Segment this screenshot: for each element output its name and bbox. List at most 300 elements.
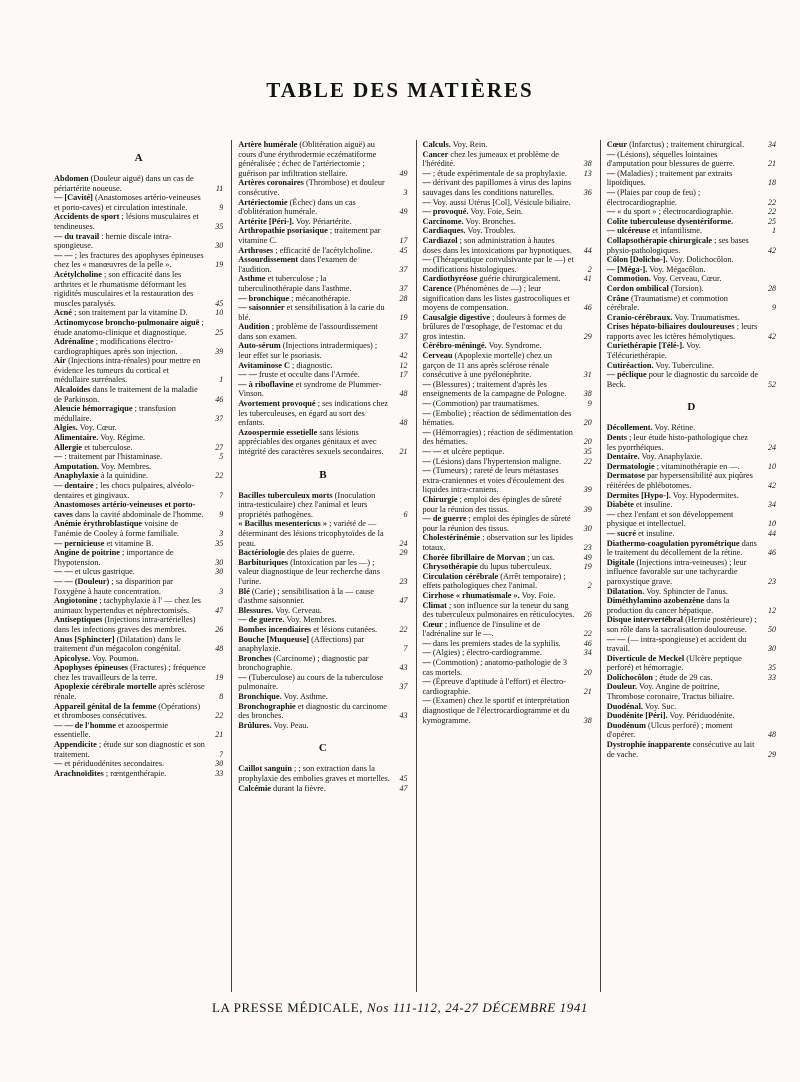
page-number: 52	[768, 379, 776, 389]
page-number: 29	[768, 749, 776, 759]
entry-heading: Cardiothyréose	[422, 274, 478, 284]
entry-text: ; son efficacité dans les arthrites et le rhumatisme déformant les rigidités musculaires et la restauration des muscles paralysés.	[54, 269, 194, 308]
entry-text: (Carie) ; sensibilisation à la — cause d'asthme saisonnier.	[238, 586, 374, 606]
section-letter: B	[319, 468, 327, 481]
entry-heading: —	[422, 255, 431, 265]
page-number: 46	[583, 638, 592, 648]
entry-text: (Lésions), séquelles lointaines d'amputation pour blessures de guerre.	[606, 149, 735, 169]
entry-text: (Hémorragies) ; réaction de sédimentation des hématies.	[422, 427, 573, 447]
entry-text: consécutive au lait de vache.	[606, 740, 755, 759]
entry-text: dérivant des papillomes à virus des lapins sauvages dans les conditions naturelles.	[422, 178, 572, 197]
entry-heading: Caillot sanguin	[238, 764, 292, 774]
page-number: 26	[583, 610, 592, 620]
page-number: 38	[583, 715, 592, 725]
index-entry	[607, 491, 776, 501]
entry-heading: Cirrhose « rhumatismale ».	[422, 590, 520, 600]
entry-text: ; étude sur son diagnostic et son traitement.	[54, 740, 205, 759]
index-entry	[607, 596, 776, 615]
entry-text: (Arrêt temporaire) ; effets pathologiques chez l'animal.	[422, 571, 566, 591]
entry-text: dans le traitement du décollement de la rétine.	[606, 538, 757, 558]
entry-text: ; leur étude histo-pathologique chez les pyorrhéiques.	[606, 433, 748, 452]
index-entry	[607, 500, 776, 510]
entry-text: après sclérose rénale.	[54, 682, 205, 702]
page-number: 23	[768, 576, 776, 586]
issue-info: Nos 111-112, 24-27 DÉCEMBRE 1941	[366, 1000, 589, 1015]
page-number: 37	[399, 331, 408, 341]
entry-text: (Traumatisme) et commotion cérébrale.	[606, 293, 728, 313]
index-entry	[607, 654, 776, 673]
entry-text: ; emploi des épingles de sûreté pour la réunion des tissus.	[422, 494, 562, 514]
index-entry	[607, 217, 776, 227]
index-entry	[54, 232, 223, 251]
entry-text: (Infarctus) ; traitement chirurgical.	[629, 140, 745, 149]
index-entry	[238, 178, 407, 197]
page-number: 30	[215, 759, 224, 769]
entry-heading: Chirurgie	[422, 494, 458, 504]
entry-text: Voy. Cerveau, Cœur.	[652, 274, 722, 284]
entry-heading: —	[422, 658, 431, 668]
entry-heading: Allergie	[54, 442, 83, 452]
index-entry	[238, 322, 407, 341]
entry-heading: Blé	[238, 586, 250, 596]
entry-heading: — ulcéreuse	[606, 226, 651, 236]
entry-text: voisine de l'anémie de Cooley à forme familiale.	[54, 519, 179, 538]
entry-heading: Arthropathie psoriasique	[238, 226, 328, 236]
page-number: 28	[399, 293, 408, 303]
entry-heading: —	[422, 379, 431, 389]
index-entry	[238, 198, 407, 217]
index-entry	[423, 284, 592, 313]
entry-heading: Dermatose	[606, 471, 645, 481]
page-number: 44	[583, 245, 592, 255]
page-number: 27	[215, 442, 224, 452]
entry-heading: Commotion.	[606, 274, 651, 284]
index-entry	[607, 207, 776, 217]
entry-heading: Dolichocôlon	[606, 672, 653, 682]
index-entry	[54, 385, 223, 404]
page-number: 21	[583, 686, 592, 696]
entry-heading: — —	[238, 370, 257, 380]
page-number: 47	[399, 783, 408, 793]
entry-heading: —	[606, 168, 616, 178]
index-entry	[423, 658, 592, 677]
entry-text: et sensibilisation à la carie du blé.	[238, 303, 385, 322]
entry-text: ; problème de l'assourdissement dans son examen.	[238, 322, 378, 341]
entry-heading: Dystrophie inapparente	[606, 740, 691, 750]
index-entry	[607, 452, 776, 462]
page-number: 8	[219, 692, 224, 702]
page-number: 9	[587, 399, 592, 409]
entry-heading: Artériectomie	[238, 197, 288, 207]
entry-text: et infantilisme.	[652, 226, 703, 236]
entry-heading: Artères coronaires	[238, 178, 304, 188]
index-entry	[54, 615, 223, 634]
entry-text: Voy. Traumatismes.	[674, 312, 740, 322]
page-number: 22	[215, 471, 224, 481]
page-number: 19	[215, 672, 224, 682]
index-entry	[54, 452, 223, 462]
entry-heading: Bronchographie	[238, 701, 296, 711]
entry-text: : traitement par l'histaminase.	[64, 452, 163, 462]
entry-heading: Cardiaques.	[422, 226, 466, 236]
page-number: 49	[399, 168, 408, 178]
page-number: 7	[219, 490, 224, 500]
page-number: 35	[583, 447, 592, 456]
entry-text: ; leurs rapports avec les ictères hémolytiques.	[606, 322, 758, 341]
entry-text: durant la fièvre.	[273, 783, 326, 793]
index-entry	[607, 510, 776, 529]
index-entry	[607, 255, 776, 265]
index-entry	[607, 433, 776, 452]
entry-text: Voy. Mégacôlon.	[649, 264, 706, 274]
entry-heading: Cancer	[422, 149, 449, 159]
page-number: 22	[768, 197, 776, 207]
page-number: 22	[215, 711, 224, 721]
index-entry	[238, 140, 407, 178]
page-number: 37	[399, 682, 408, 692]
entry-heading: Chrysothérapie	[422, 562, 478, 572]
page-number: 39	[583, 504, 592, 514]
entry-text: (Douleur aiguë) dans un cas de périartérite noueuse.	[54, 174, 194, 193]
entry-heading: — —	[54, 567, 73, 577]
entry-text: ; observation sur les lipides totaux.	[422, 533, 573, 552]
entry-text: (Injections intra-rénales) pour mettre en évidence les tumeurs du cortical et médullaire surrénales.	[54, 356, 201, 385]
entry-text: Voy. Rein.	[452, 140, 488, 149]
page-number: 24	[768, 442, 776, 452]
page-number: 7	[403, 644, 408, 654]
entry-text: Voy. Rétine.	[654, 423, 696, 433]
index-entry	[238, 294, 407, 304]
index-entry	[423, 351, 592, 380]
index-entry	[238, 303, 407, 322]
index-column-2	[231, 140, 407, 992]
entry-heading: — péclique	[606, 370, 647, 380]
index-entry	[238, 246, 407, 256]
entry-heading: —	[422, 178, 431, 188]
index-entry	[607, 169, 776, 188]
page-number: 46	[768, 548, 776, 558]
entry-heading: — — (Douleur)	[54, 576, 110, 586]
page-number: 43	[399, 663, 408, 673]
entry-heading: Carence	[422, 283, 452, 293]
page-number: 49	[399, 207, 408, 217]
page-number: 47	[215, 605, 224, 615]
entry-text: (Oblitération aiguë) au cours d'une érythrodermie eczématiforme généralisée ; échec de l'artériectomie ; guérison par infiltration stellaire.	[238, 140, 377, 178]
index-entry	[423, 236, 592, 255]
entry-text: (Ulcus perforé) ; moment d'opérer.	[606, 720, 733, 740]
index-entry	[54, 663, 223, 682]
index-entry	[54, 423, 223, 433]
entry-text: ; emploi des épingles de sûreté pour la réunion des tissus.	[422, 514, 571, 533]
index-entry	[54, 356, 223, 385]
page-number: 37	[215, 413, 224, 423]
entry-text: Voy. Bronches.	[465, 216, 516, 226]
index-entry	[423, 562, 592, 572]
entry-text: (— intra-spongieuse) et accident du travail.	[606, 634, 747, 654]
entry-text: (Plaies par coup de feu) ; électrocardiographie.	[606, 187, 701, 207]
entry-heading: Diabète	[606, 500, 634, 510]
index-entry	[423, 648, 592, 658]
index-entry	[54, 251, 223, 270]
index-entry	[54, 702, 223, 721]
entry-text: Voy. Foie, Sein.	[470, 207, 523, 217]
entry-text: ; traitement par vitamine C.	[238, 226, 381, 245]
index-entry	[54, 193, 223, 212]
entry-heading: Colite tuberculeuse dysentériforme.	[606, 216, 734, 226]
index-columns	[54, 140, 776, 992]
page-number: 46	[215, 394, 224, 404]
page-number: 3	[219, 528, 224, 538]
entry-heading: Crâne	[606, 293, 629, 303]
index-entry	[423, 140, 592, 150]
index-entry	[423, 639, 592, 649]
index-entry	[238, 217, 407, 227]
entry-text: ; un cas.	[527, 552, 555, 562]
entry-text: et tuberculose.	[84, 442, 133, 452]
entry-heading: Anastomoses artério-veineuses et porto-caves	[54, 500, 196, 519]
index-entry	[54, 500, 223, 519]
page-number: 48	[399, 389, 408, 399]
page-number: 18	[768, 178, 776, 188]
entry-heading: — du travail	[54, 231, 100, 241]
entry-heading: — provoqué.	[422, 207, 469, 217]
entry-heading: Cerveau	[422, 351, 453, 361]
index-entry	[54, 471, 223, 481]
index-entry	[54, 635, 223, 654]
page-number: 42	[399, 351, 408, 361]
entry-text: par hypersensibilité aux piqûres réitérées de phlébotomes.	[606, 471, 753, 490]
entry-text: (Apoplexie mortelle) chez un garçon de 11 ans après sclérose rénale consécutive à une pyélonéphrite.	[422, 351, 552, 380]
page-number: 10	[768, 519, 776, 529]
index-entry	[54, 404, 223, 423]
entry-text: Voy. Dolichocôlon.	[669, 255, 734, 265]
entry-text: Voy. Troubles.	[467, 226, 516, 236]
entry-text: Voy. Syndrome.	[488, 341, 542, 351]
page-number: 35	[215, 221, 224, 231]
page-number: 12	[399, 360, 408, 370]
entry-text: ; les chocs pulpaires, alvéolo-dentaires et gingivaux.	[54, 481, 195, 500]
index-entry	[238, 784, 407, 794]
entry-heading: Bactériologie	[238, 548, 285, 558]
index-entry	[238, 399, 407, 428]
entry-text: (Examen) chez le sportif et interprétation diagnostique de l'électrocardiogramme et du kymogramme.	[422, 696, 570, 725]
index-entry	[423, 495, 592, 514]
page-number: 41	[583, 274, 592, 284]
index-entry	[607, 294, 776, 313]
entry-heading: Cœur	[606, 140, 628, 149]
entry-text: (Lésions) dans l'hypertension maligne.	[432, 456, 562, 466]
entry-heading: Diathermo-coagulation pyrométrique	[606, 538, 740, 548]
index-entry	[54, 318, 223, 337]
entry-heading: Appendicite	[54, 740, 97, 750]
index-entry	[238, 606, 407, 616]
entry-heading: — [Méga-].	[606, 264, 648, 274]
index-entry	[238, 548, 407, 558]
page-number: 25	[215, 327, 224, 337]
entry-text: ; rœntgenthérapie.	[105, 768, 167, 778]
entry-heading: Barbituriques	[238, 557, 289, 567]
index-entry	[423, 553, 592, 563]
entry-heading: Calculs.	[422, 140, 451, 149]
index-entry	[54, 443, 223, 453]
entry-text: et insuline.	[636, 500, 673, 510]
index-column-3	[416, 140, 592, 992]
page-number: 2	[587, 264, 592, 274]
page-number: 26	[215, 624, 224, 634]
entry-text: et vitamine B.	[106, 538, 154, 548]
entry-heading: Dermatologie	[606, 461, 655, 471]
index-entry	[423, 341, 592, 351]
index-entry	[54, 539, 223, 549]
index-entry	[54, 174, 223, 193]
entry-text: ; son administration à hautes doses dans les intoxications par hypnotiques.	[422, 235, 572, 255]
entry-text: ; modifications électro-cardiographiques après son injection.	[54, 337, 178, 356]
index-entry	[238, 721, 407, 731]
entry-text: Voy. Cœur.	[79, 423, 117, 433]
entry-heading: —	[422, 648, 431, 658]
page-number: 22	[399, 624, 408, 634]
page-number: 47	[399, 596, 408, 606]
entry-heading: — sucré	[606, 528, 637, 538]
entry-text: ; douleurs à formes de brûlures de l'œsophage, de l'estomac et du gros intestin.	[422, 312, 566, 341]
index-entry	[238, 361, 407, 371]
entry-text: et diagnostic du carcinome des bronches.	[238, 701, 387, 721]
page-number: 21	[768, 159, 776, 169]
index-entry	[607, 615, 776, 634]
entry-text: ; mécanothérapie.	[291, 293, 351, 303]
index-entry	[607, 226, 776, 236]
entry-text: ; diagnostic.	[292, 360, 333, 370]
page-number: 5	[219, 452, 224, 462]
entry-heading: Cœur	[422, 619, 443, 629]
index-entry	[54, 308, 223, 318]
entry-heading: Causalgie digestive	[422, 312, 491, 322]
entry-text: fruste et occulte dans l'Armée.	[259, 370, 360, 380]
entry-text: ; variété de — déterminant des lésions tricophytoïdes de la peau.	[238, 519, 384, 548]
page-number: 42	[768, 331, 776, 341]
entry-heading: —	[422, 466, 431, 476]
page-number: 19	[215, 260, 224, 270]
index-entry	[423, 178, 592, 197]
page-number: 23	[399, 576, 408, 586]
index-entry	[423, 447, 592, 457]
entry-heading: Dermites [Hypo-].	[606, 490, 671, 500]
entry-heading: —	[422, 677, 431, 687]
page-number: 49	[583, 552, 592, 562]
entry-text: (Algies) ; électro-cardiogramme.	[432, 648, 542, 658]
index-entry	[423, 274, 592, 284]
entry-heading: Actinomycose broncho-pulmonaire aiguë	[54, 317, 200, 327]
entry-heading: Angine de poitrine	[54, 548, 120, 558]
index-entry	[423, 255, 592, 274]
page-number: 30	[215, 241, 224, 251]
entry-text: ; étude anatomo-clinique et diagnostique.	[54, 317, 204, 337]
page-number: 9	[219, 202, 224, 212]
index-column-4	[600, 140, 776, 992]
entry-heading: Apicolyse.	[54, 653, 91, 663]
entry-heading: Artérite [Péri-].	[238, 216, 294, 226]
page-number: 37	[399, 264, 408, 274]
index-entry	[238, 654, 407, 673]
entry-heading: Cranio-cérébraux.	[606, 312, 673, 322]
page-number: 33	[768, 672, 776, 682]
entry-text: : hernie discale intra-spongieuse.	[54, 231, 172, 251]
page-number: 10	[215, 308, 224, 318]
entry-heading: Bouche [Muqueuse]	[238, 634, 310, 644]
index-entry	[607, 471, 776, 490]
entry-text: et ulcus gastrique.	[74, 567, 135, 577]
entry-heading: Cardiazol	[422, 235, 458, 245]
index-entry	[54, 433, 223, 443]
entry-text: Voy. Télécuriethérapie.	[606, 341, 701, 361]
entry-text: pour le diagnostic du sarcoïde de Beck.	[606, 370, 759, 389]
index-entry	[54, 519, 223, 538]
page-number: 20	[583, 667, 592, 677]
entry-text: ; ; son extraction dans la prophylaxie des embolies graves et mortelles.	[238, 764, 390, 784]
page-number: 29	[583, 331, 592, 341]
page-number: 17	[399, 370, 408, 380]
entry-heading: Audition	[238, 322, 270, 332]
index-entry	[423, 409, 592, 428]
entry-heading: Antiseptiques	[54, 615, 103, 625]
index-entry	[607, 140, 776, 150]
entry-heading: Algies.	[54, 423, 78, 433]
journal-name: LA PRESSE MÉDICALE,	[211, 1000, 364, 1015]
entry-text: ; transfusion médullaire.	[54, 404, 176, 423]
entry-text: et azoospermie essentielle.	[54, 720, 169, 740]
index-entry	[607, 341, 776, 360]
page-number: 21	[215, 730, 224, 740]
page-number: 39	[583, 485, 592, 495]
entry-text: Voy. Foie.	[521, 590, 556, 600]
entry-text: (Commotion) ; anatomo-pathologie de 3 cas mortels.	[422, 658, 567, 677]
page-number: 38	[583, 389, 592, 399]
entry-text: Voy. Peau.	[273, 720, 309, 730]
entry-heading: — —	[422, 447, 442, 456]
page-number: 20	[583, 418, 592, 428]
entry-text: Voy. Angine de poitrine, Thrombose coronaire, Tractus biliaire.	[606, 682, 735, 702]
entry-heading: Alcaloïdes	[54, 385, 91, 395]
page-number: 25	[768, 216, 776, 226]
entry-text: Voy. aussi Utérus [Col], Vésicule biliaire.	[432, 197, 571, 207]
page-number: 7	[219, 749, 224, 759]
entry-text: (Intoxication par les —) ; valeur diagnostique de leur recherche dans l'urine.	[238, 557, 380, 586]
entry-heading: Côlon [Dolicho-].	[606, 255, 668, 265]
entry-heading: —	[422, 456, 431, 466]
entry-text: dans la production du cancer hépatique.	[606, 596, 730, 615]
page-number: 19	[399, 312, 408, 322]
entry-text: (Affections) par anaphylaxie.	[238, 634, 365, 654]
entry-text: dans l'examen de l'audition.	[238, 255, 358, 274]
entry-heading: Circulation cérébrale	[422, 571, 499, 581]
page-number: 48	[399, 418, 408, 428]
page-number: 3	[219, 586, 224, 596]
entry-text: et lésions cutanées.	[313, 624, 378, 634]
entry-text: dans les premiers stades de la syphilis.	[432, 638, 561, 648]
page-number: 45	[215, 298, 224, 308]
entry-heading: — bronchique	[238, 293, 290, 303]
entry-text: (Anastomoses artério-veineuses et porto-caves) et circulation intestinale.	[54, 193, 201, 212]
entry-text: des plaies de guerre.	[286, 548, 355, 558]
index-entry	[54, 548, 223, 567]
page-number: 21	[399, 447, 408, 456]
entry-heading: Cordon ombilical	[606, 283, 669, 293]
index-entry	[238, 625, 407, 635]
page-number: 3	[403, 187, 408, 197]
entry-text: (Injections intradermiques) ; leur effet sur le psoriasis.	[238, 341, 378, 361]
entry-heading: — saisonnier	[238, 303, 285, 313]
entry-heading: Dilatation.	[606, 586, 645, 596]
